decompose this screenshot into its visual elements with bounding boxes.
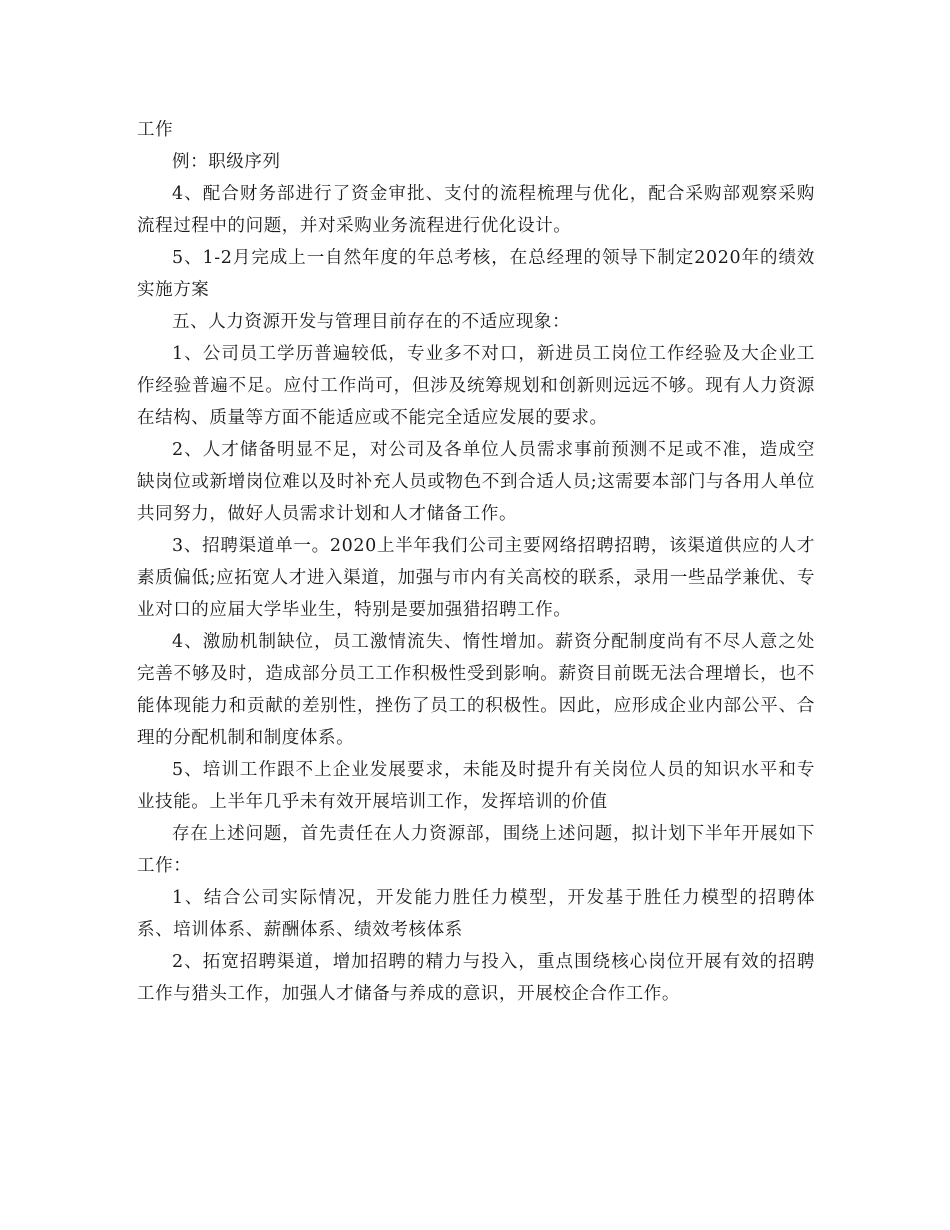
paragraph-plan-intro: 存在上述问题，首先责任在人力资源部，围绕上述问题，拟计划下半年开展如下工作： bbox=[137, 824, 815, 876]
paragraph-plan-2: 2、拓宽招聘渠道，增加招聘的精力与投入，重点围绕核心岗位开展有效的招聘工作与猎头工作，加强人才储备与养成的意识，开展校企合作工作。 bbox=[137, 952, 815, 1004]
paragraph-item-4-finance: 4、配合财务部进行了资金审批、支付的流程梳理与优化，配合采购部观察采购流程过程中的问题，并对采购业务流程进行优化设计。 bbox=[137, 184, 815, 236]
paragraph-issue-1: 1、公司员工学历普遍较低，专业多不对口，新进员工岗位工作经验及大企业工作经验普遍不足。应付工作尚可，但涉及统筹规划和创新则远远不够。现有人力资源在结构、质量等方面不能适应或不能完全适应发展的要求。 bbox=[137, 344, 815, 428]
paragraph-example: 例：职级序列 bbox=[172, 152, 281, 172]
paragraph-issue-2: 2、人才储备明显不足，对公司及各单位人员需求事前预测不足或不准，造成空缺岗位或新增岗位难以及时补充人员或物色不到合适人员;这需要本部门与各用人单位共同努力，做好人员需求计划和人才储备工作。 bbox=[137, 440, 815, 524]
paragraph-continuation: 工作 bbox=[137, 120, 174, 140]
document-body bbox=[137, 114, 815, 1010]
paragraph-issue-4: 4、激励机制缺位，员工激情流失、惰性增加。薪资分配制度尚有不尽人意之处完善不够及时，造成部分员工工作积极性受到影响。薪资目前既无法合理增长，也不能体现能力和贡献的差别性，挫伤了员工的积极性。因此，应形成企业内部公平、合理的分配机制和制度体系。 bbox=[137, 632, 815, 748]
paragraph-issue-3: 3、招聘渠道单一。2020上半年我们公司主要网络招聘招聘，该渠道供应的人才素质偏低;应拓宽人才进入渠道，加强与市内有关高校的联系，录用一些品学兼优、专业对口的应届大学毕业生，特别是要加强猎招聘工作。 bbox=[137, 536, 815, 620]
paragraph-plan-1: 1、结合公司实际情况，开发能力胜任力模型，开发基于胜任力模型的招聘体系、培训体系、薪酬体系、绩效考核体系 bbox=[137, 888, 815, 940]
section-heading-5: 五、人力资源开发与管理目前存在的不适应现象： bbox=[172, 312, 571, 332]
paragraph-item-5-assessment: 5、1-2月完成上一自然年度的年总考核，在总经理的领导下制定2020年的绩效实施方案 bbox=[137, 248, 815, 300]
paragraph-issue-5: 5、培训工作跟不上企业发展要求，未能及时提升有关岗位人员的知识水平和专业技能。上半年几乎未有效开展培训工作，发挥培训的价值 bbox=[137, 760, 815, 812]
